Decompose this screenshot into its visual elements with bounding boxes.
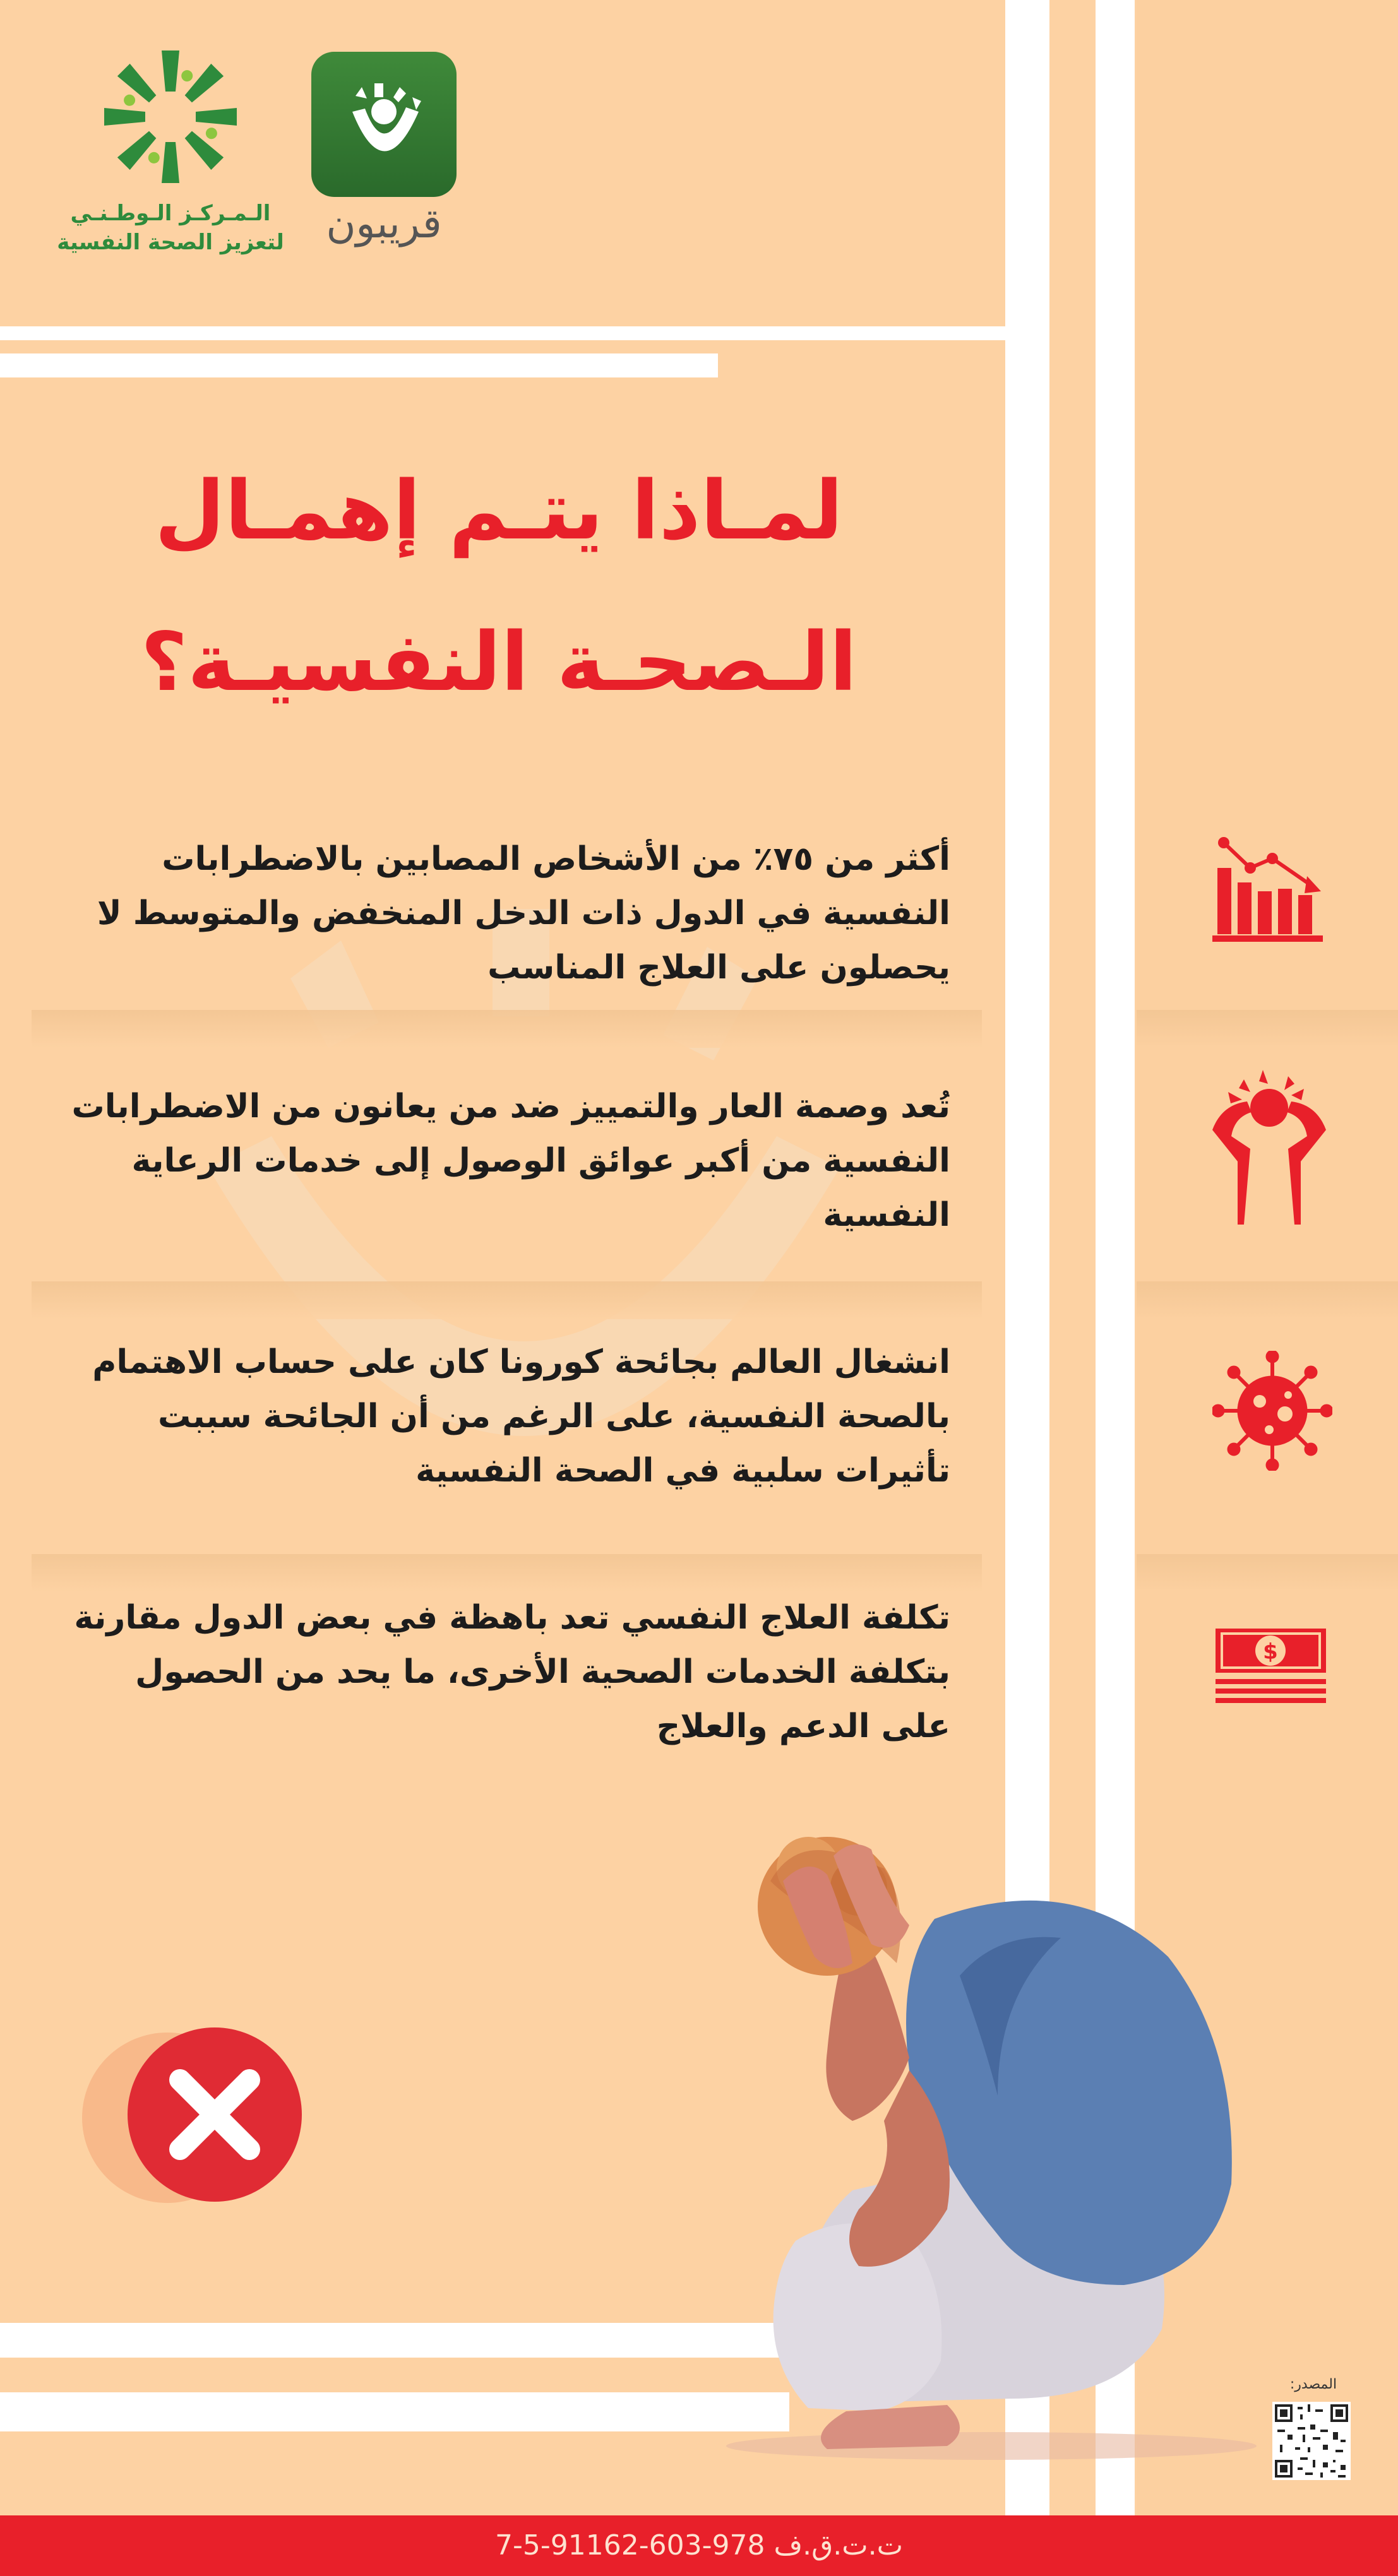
fact-2-text: تُعد وصمة العار والتمييز ضد من يعانون من الاضطرابات النفسية من أكبر عوائق الوصول إلى خدمات الرعاية النفسية	[71, 1088, 950, 1234]
national-center-logo	[88, 44, 253, 189]
white-divider-horizontal-2	[0, 353, 718, 377]
app-name: قريبون	[326, 201, 442, 247]
title-line2: الـصحـة النفسيـة؟	[140, 615, 857, 709]
qareeboon-logo-icon	[311, 52, 457, 197]
virus-icon	[1212, 1351, 1332, 1471]
center-name-line1: الـمـركـز الـوطـنـي	[70, 201, 271, 226]
declining-bar-chart-icon	[1212, 833, 1326, 944]
money-icon	[1216, 1629, 1326, 1711]
footer-isbn: ت.ت.ق.ف 978-603-91162-5-7	[494, 2529, 904, 2561]
white-divider-horizontal-1	[0, 326, 1005, 340]
national-center-emblem-icon	[88, 44, 253, 189]
qareeboon-app-icon	[311, 52, 457, 197]
section-separator	[1137, 1554, 1398, 1592]
close-x-icon	[126, 2026, 303, 2203]
fact-4-text: تكلفة العلاج النفسي تعد باهظة في بعض الدول مقارنة بتكلفة الخدمات الصحية الأخرى، ما يحد من الحصول على الدعم والعلاج	[74, 1599, 950, 1745]
national-center-name	[51, 199, 290, 257]
center-name-line2: لتعزيز الصحة النفسية	[57, 230, 284, 255]
stressed-person-icon	[1200, 1067, 1339, 1225]
svg-text:$: $	[1263, 1639, 1278, 1665]
source-label: المصدر:	[1289, 2377, 1337, 2392]
qr-code[interactable]	[1272, 2402, 1351, 2480]
section-separator	[1137, 1281, 1398, 1319]
title-line1: لمـاذا يتـم إهمـال	[154, 464, 844, 558]
section-separator	[32, 1281, 982, 1319]
section-separator	[32, 1554, 982, 1592]
page-title	[76, 436, 922, 739]
section-separator	[32, 1010, 982, 1048]
fact-3-text: انشغال العالم بجائحة كورونا كان على حساب الاهتمام بالصحة النفسية، على الرغم من أن الجائحة سببت تأثيرات سلبية في الصحة النفسية	[92, 1343, 950, 1490]
distressed-person-illustration	[556, 1831, 1276, 2462]
section-separator	[1137, 1010, 1398, 1048]
fact-1-text: أكثر من ٧٥٪ من الأشخاص المصابين بالاضطرابات النفسية في الدول ذات الدخل المنخفض والمتوسط لا يحصلون على العلاج المناسب	[97, 840, 950, 987]
